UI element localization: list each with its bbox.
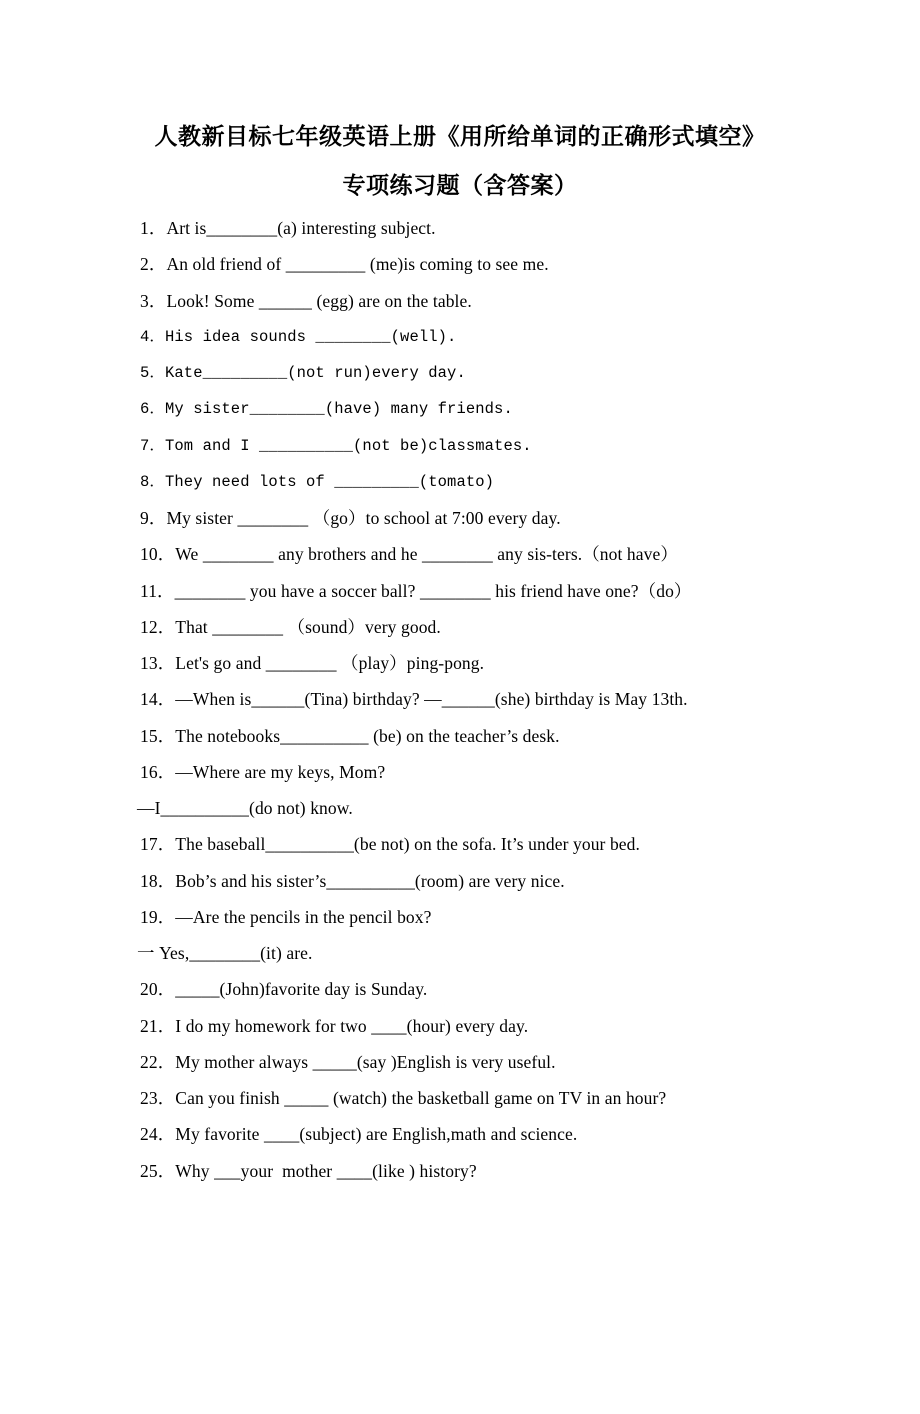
question-21: 21．I do my homework for two ____(hour) every day. xyxy=(140,1015,529,1036)
question-2: 2．An old friend of _________ (me)is coming to see me. xyxy=(140,254,549,275)
document-title-line-2: 专项练习题（含答案） xyxy=(342,173,578,198)
question-9: 9．My sister ________ （go）to school at 7:00 every day. xyxy=(140,508,561,528)
question-5: 5．Kate_________(not run)every day. xyxy=(140,364,466,382)
question-16: 16．—Where are my keys, Mom? xyxy=(140,761,386,782)
question-3: 3．Look! Some ______ (egg) are on the table. xyxy=(140,290,472,311)
worksheet-page xyxy=(0,112,920,1414)
question-17: 17．The baseball__________(be not) on the sofa. It’s under your bed. xyxy=(140,834,640,855)
question-15: 15．The notebooks__________ (be) on the teacher’s desk. xyxy=(140,725,560,746)
question-1: 1．Art is________(a) interesting subject. xyxy=(140,218,436,238)
question-24: 24．My favorite ____(subject) are English,math and science. xyxy=(140,1124,578,1145)
question-12: 12．That ________ （sound）very good. xyxy=(140,616,441,637)
question-20: 20．_____(John)favorite day is Sunday. xyxy=(140,979,428,1000)
question-7: 7．Tom and I __________(not be)classmates. xyxy=(140,436,532,455)
question-25: 25．Why ___your mother ____(like ) history? xyxy=(140,1160,477,1181)
question-10: 10．We ________ any brothers and he ________ any sis-ters.（not have） xyxy=(140,544,678,565)
question-18: 18．Bob’s and his sister’s__________(room) are very nice. xyxy=(140,870,565,891)
question-19-answer: 一 Yes,________(it) are. xyxy=(137,943,313,963)
question-13: 13．Let's go and ________ （play）ping-pong. xyxy=(140,653,485,673)
question-19: 19．—Are the pencils in the pencil box? xyxy=(140,906,432,927)
question-16-answer: —I__________(do not) know. xyxy=(137,798,353,818)
question-14: 14．—When is______(Tina) birthday? —______(she) birthday is May 13th. xyxy=(140,689,688,710)
question-8: 8．They need lots of _________(tomato) xyxy=(140,472,495,491)
question-11: 11．________ you have a soccer ball? ________ his friend have one?（do） xyxy=(140,580,692,601)
document-title xyxy=(0,112,920,210)
question-6: 6．My sister________(have) many friends. xyxy=(140,400,513,419)
question-23: 23．Can you finish _____ (watch) the basketball game on TV in an hour? xyxy=(140,1088,667,1108)
question-4: 4．His idea sounds ________(well). xyxy=(140,327,457,346)
document-title-line-1: 人教新目标七年级英语上册《用所给单词的正确形式填空》 xyxy=(154,124,766,149)
question-22: 22．My mother always _____(say )English is very useful. xyxy=(140,1051,556,1072)
question-list xyxy=(137,210,880,1189)
